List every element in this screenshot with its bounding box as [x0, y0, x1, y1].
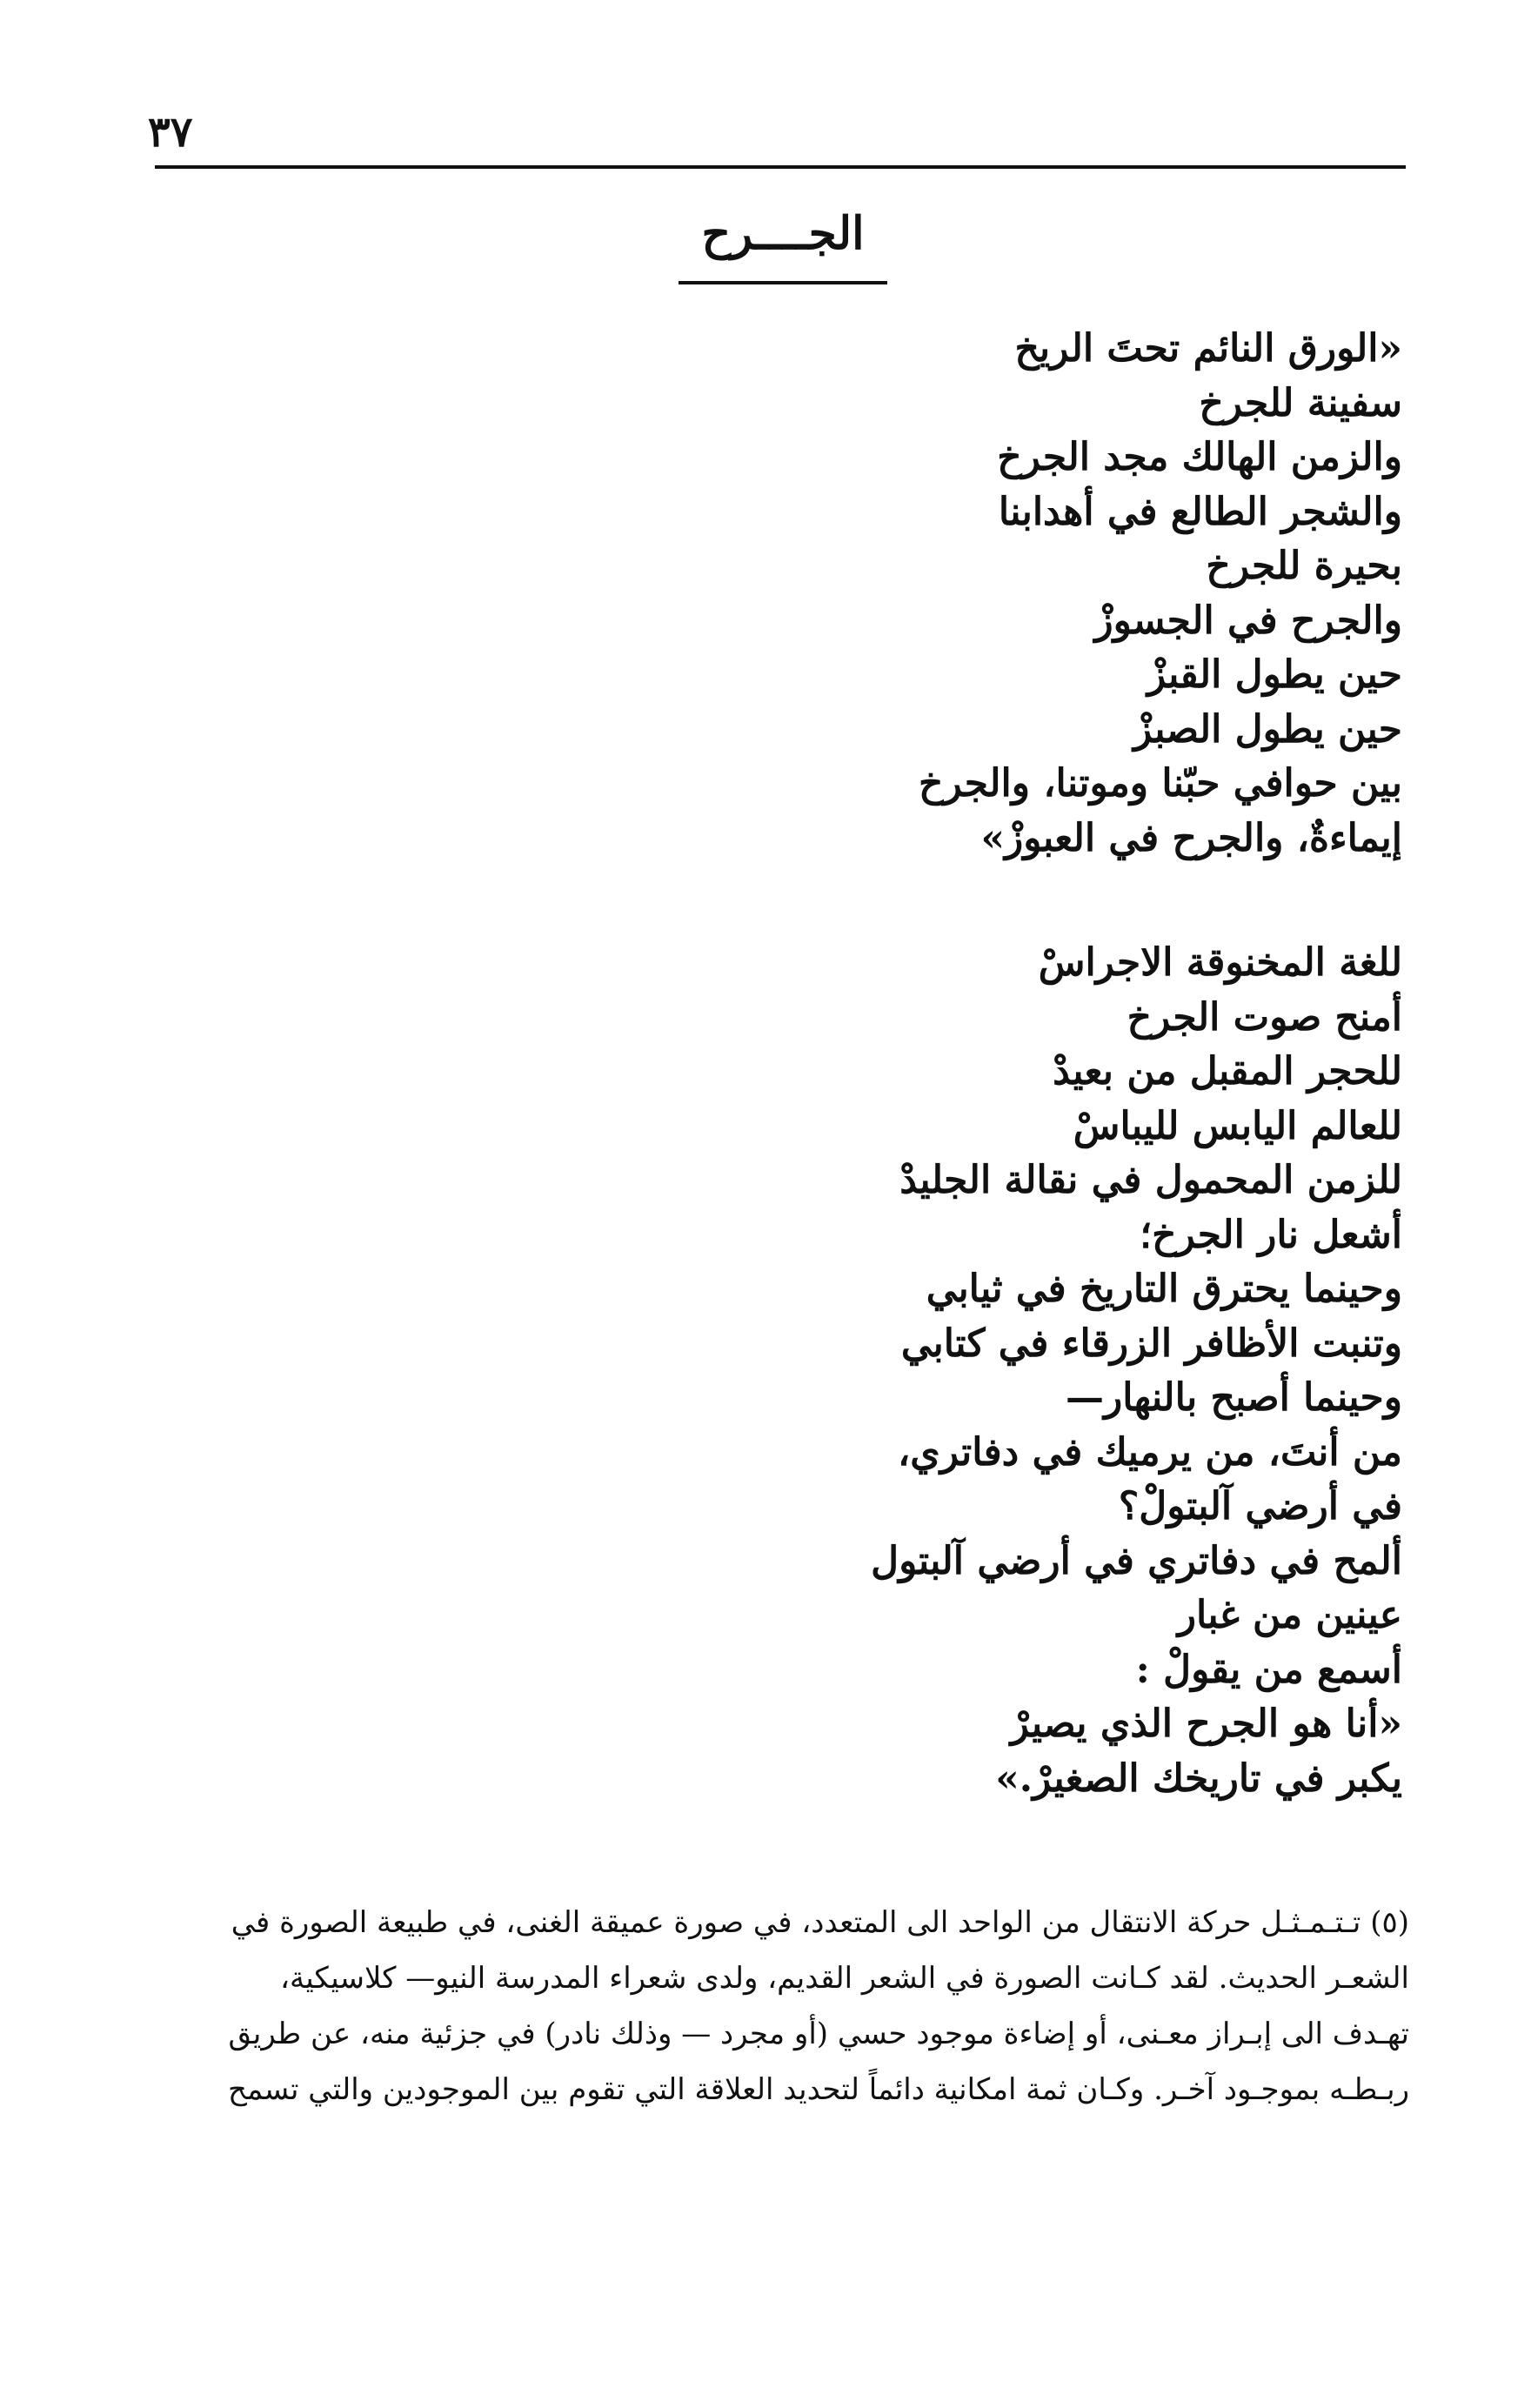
poem-line: أشعل نار الجرخ؛ [1140, 1212, 1402, 1257]
footnote-line: ربـطـه بموجـود آخـر. وكـان ثمة امكانية دائماً لتحديد العلاقة التي تقوم بين الموجودين والتي تسمح [228, 2072, 1409, 2107]
poem-line: بحيرة للجرخ [1206, 544, 1402, 588]
poem-line: أمنح صوت الجرخ [1127, 994, 1402, 1040]
poem-line: من أنتَ، من يرميك في دفاتري، [898, 1429, 1402, 1475]
poem-line: في أرضي آلبتولْ؟ [1118, 1484, 1402, 1528]
poem-line: والجرح في الجسوزْ [1094, 598, 1402, 643]
poem-stanza-1 [919, 322, 1402, 866]
poem-line: للعالم اليابس لليباسْ [1073, 1103, 1402, 1148]
poem-line: أسمع من يقولْ : [1135, 1647, 1402, 1692]
poem-line: وتنبت الأظافر الزرقاء في كتابي [900, 1321, 1402, 1366]
poem-line: للحجر المقبل من بعيدْ [1053, 1049, 1402, 1094]
poem-line: حين يطول الصبزْ [1133, 706, 1402, 752]
poem-line: وحينما يحترق التاريخ في ثيابي [926, 1267, 1402, 1311]
footnote-line: تهـدف الى إبـراز معـنى، أو إضاءة موجود حسي (أو مجرد — وذلك نادر) في جزئية منه، عن طريق [228, 2017, 1409, 2051]
page-title: الجــــرح [701, 207, 865, 260]
poem-line: والشجر الطالع في أهدابنا [998, 489, 1402, 534]
poem-line: يكبر في تاريخك الصغيرْ.» [995, 1756, 1402, 1801]
poem-line: ألمح في دفاتري في أرضي آلبتول [871, 1538, 1402, 1583]
page-number: ٣٧ [148, 108, 193, 157]
title-underline [679, 281, 887, 284]
poem-line: «الورق النائم تحتَ الريخ [1014, 326, 1402, 371]
poem-line: للغة المخنوقة الاجراسْ [1038, 940, 1402, 985]
footnote-line: (٥) تـتـمـثـل حركة الانتقال من الواحد الى المتعدد، في صورة عميقة الغنى، في طبيعة الصورة في [231, 1905, 1409, 1940]
header-rule [155, 165, 1406, 169]
poem-line: بين حوافي حبّنا وموتنا، والجرخ [919, 761, 1402, 806]
poem-line: «أنا هو الجرح الذي يصيرْ [1010, 1702, 1402, 1746]
poem-line: سفينة للجرخ [1199, 380, 1402, 425]
poem-line: للزمن المحمول في نقالة الجليدْ [899, 1158, 1402, 1202]
poem-line: والزمن الهالك مجد الجرخ [997, 435, 1402, 479]
footnote [122, 1895, 1409, 2117]
poem-line: إيماءةٌ، والجرح في العبوزْ» [980, 815, 1402, 860]
poem-line: حين يطول القبزْ [1147, 652, 1402, 697]
poem-stanza-2 [871, 936, 1402, 1806]
poem-line: وحينما أصبح بالنهار— [1065, 1375, 1402, 1420]
poem-line: عينين من غبار [1177, 1593, 1402, 1637]
footnote-line: الشعـر الحديث. لقد كـانت الصورة في الشعر القديم، ولدى شعراء المدرسة النيو— كلاسيكية، [280, 1961, 1409, 1996]
